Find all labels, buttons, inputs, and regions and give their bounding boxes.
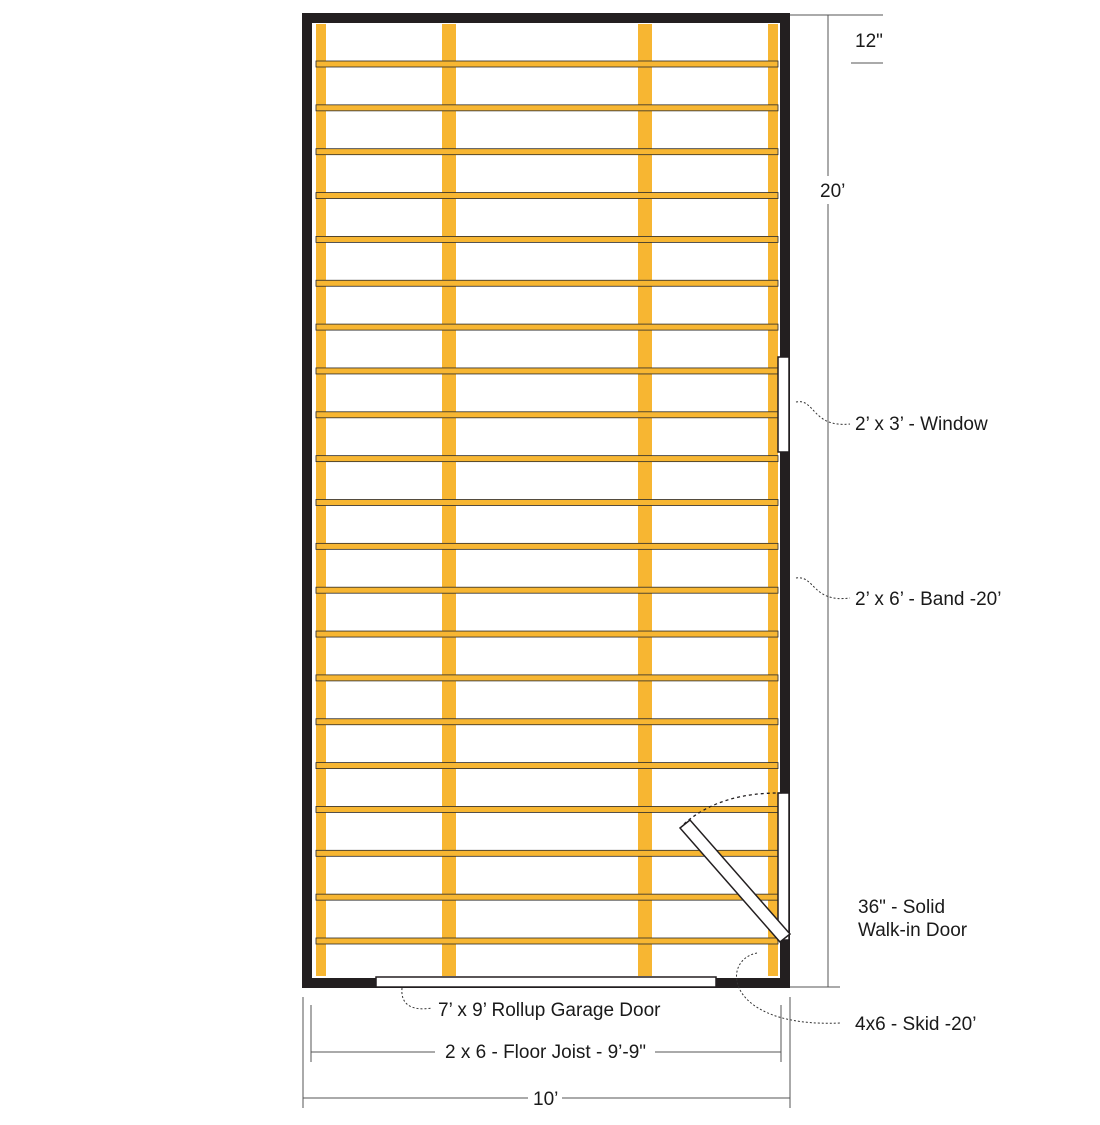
floor-joist: [316, 412, 778, 418]
floor-joist: [316, 543, 778, 549]
floor-joist: [316, 938, 778, 944]
dim-12in-label: 12": [855, 31, 883, 52]
skid-label: 4x6 - Skid -20’: [855, 1014, 977, 1035]
floor-joist: [316, 105, 778, 111]
band-label: 2’ x 6’ - Band -20’: [855, 589, 1002, 610]
floor-joist: [316, 324, 778, 330]
joist-label: 2 x 6 - Floor Joist - 9’-9": [445, 1042, 647, 1063]
floor-joist: [316, 456, 778, 462]
floor-joist: [316, 500, 778, 506]
floor-joist: [316, 763, 778, 769]
floor-joist: [316, 61, 778, 67]
floor-joist: [316, 193, 778, 199]
floor-joist: [316, 149, 778, 155]
window: [778, 357, 789, 452]
band-leader: [796, 578, 850, 599]
floor-joist: [316, 587, 778, 593]
garage-door-leader: [402, 988, 432, 1009]
width-label: 10’: [533, 1089, 559, 1110]
door-label-line2: Walk-in Door: [858, 920, 968, 941]
floor-joists: [316, 61, 778, 944]
walk-in-door-opening: [778, 793, 789, 940]
garage-door-label: 7’ x 9’ Rollup Garage Door: [438, 1000, 661, 1021]
floor-joist: [316, 806, 778, 812]
window-label: 2’ x 3’ - Window: [855, 414, 988, 435]
floor-joist: [316, 280, 778, 286]
floor-joist: [316, 631, 778, 637]
floor-joist: [316, 894, 778, 900]
dim-20ft-label: 20’: [820, 181, 846, 202]
window-leader: [796, 402, 850, 425]
floor-joist: [316, 236, 778, 242]
door-label-line1: 36" - Solid: [858, 897, 946, 918]
floor-joist: [316, 719, 778, 725]
floor-joist: [316, 368, 778, 374]
garage-door: [376, 977, 716, 987]
floor-joist: [316, 675, 778, 681]
